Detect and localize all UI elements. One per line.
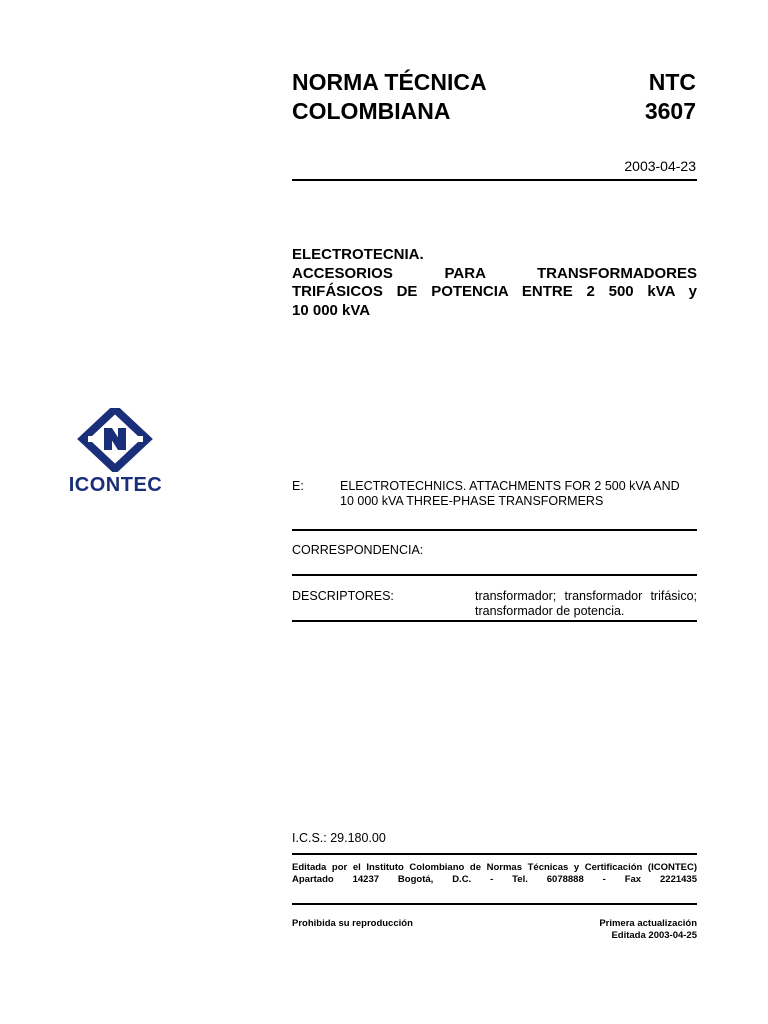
- icontec-emblem-icon: [60, 408, 171, 472]
- descriptores-line-1: transformador; transformador trifásico;: [475, 589, 697, 603]
- english-title: [340, 479, 697, 509]
- divider-english: [292, 529, 697, 531]
- subject-line-2: ACCESORIOS PARA TRANSFORMADORES: [292, 264, 697, 282]
- reproduction-notice: Prohibida su reproducción: [292, 918, 413, 929]
- publication-date: 2003-04-23: [624, 158, 696, 174]
- descriptores-label: DESCRIPTORES:: [292, 589, 394, 603]
- descriptores-value: [475, 589, 697, 619]
- divider-edition: [292, 903, 697, 905]
- code-line-1: NTC: [648, 69, 696, 95]
- divider-descriptores: [292, 620, 697, 622]
- correspondencia-label: CORRESPONDENCIA:: [292, 543, 424, 557]
- subject-line-3: TRIFÁSICOS DE POTENCIA ENTRE 2 500 kVA y: [292, 283, 697, 300]
- update-info: [540, 918, 697, 942]
- english-line-1: ELECTROTECHNICS. ATTACHMENTS FOR 2 500 kVA AND: [340, 479, 680, 493]
- standard-code: [600, 68, 696, 126]
- divider-correspondencia: [292, 574, 697, 576]
- descriptores-line-2: transformador de potencia.: [475, 604, 625, 618]
- english-line-2: 10 000 kVA THREE-PHASE TRANSFORMERS: [340, 494, 604, 508]
- icontec-logo: [60, 408, 171, 498]
- subject-line-1: ELECTROTECNIA.: [292, 246, 424, 263]
- edition-info: [292, 862, 697, 886]
- divider-header: [292, 179, 697, 181]
- subject-title: [292, 246, 697, 320]
- code-line-2: 3607: [644, 98, 696, 124]
- ics-code: I.C.S.: 29.180.00: [292, 831, 386, 845]
- edition-line-1: Editada por el Instituto Colombiano de Normas Técnicas y Certificación (ICONTEC): [292, 862, 697, 873]
- update-line-2: Editada 2003-04-25: [611, 930, 697, 941]
- edition-line-2: Apartado 14237 Bogotá, D.C. - Tel. 6078888 - Fax 2221435: [292, 874, 697, 885]
- subject-line-4: 10 000 kVA: [292, 301, 371, 319]
- divider-ics: [292, 853, 697, 855]
- english-label: E:: [292, 479, 304, 493]
- update-line-1: Primera actualización: [599, 918, 697, 929]
- logo-wordmark: ICONTEC: [68, 474, 163, 496]
- title-line-1: NORMA TÉCNICA: [292, 69, 487, 95]
- title-line-2: COLOMBIANA: [292, 98, 451, 124]
- document-title: [292, 68, 487, 126]
